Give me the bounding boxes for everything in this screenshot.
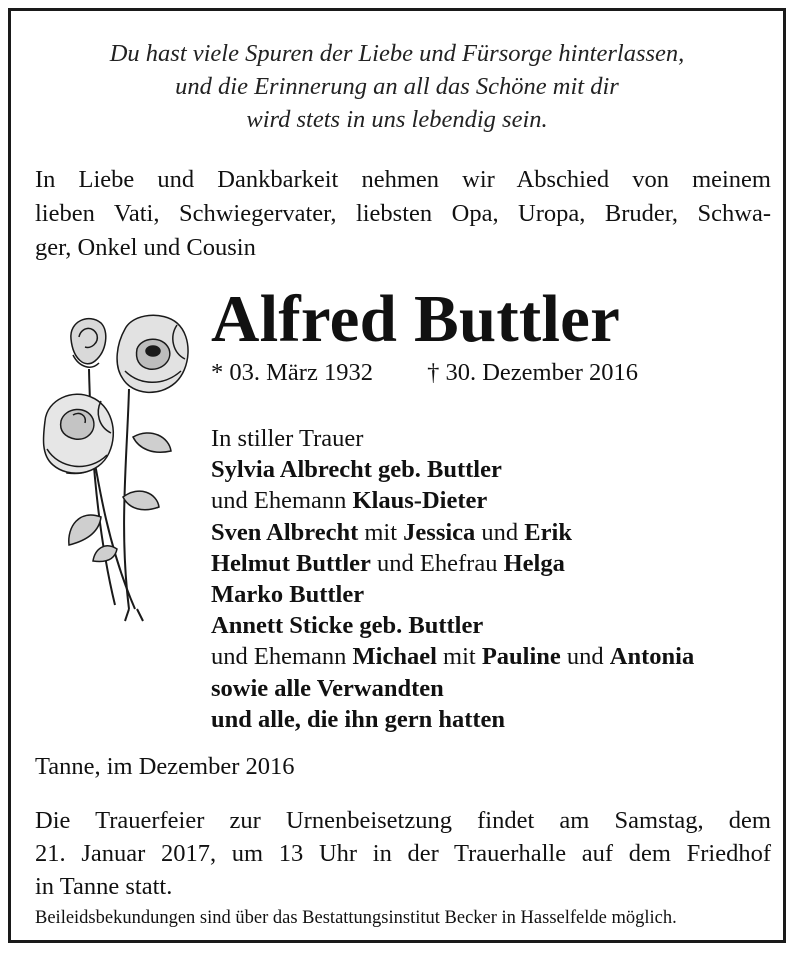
mourner-name: Annett Sticke geb. Buttler <box>211 612 484 640</box>
mourner-line <box>211 673 781 704</box>
mourner-name: Helmut Buttler <box>211 549 371 577</box>
mourner-name: Antonia <box>609 643 695 671</box>
intro-line: ger, Onkel und Cousin <box>35 234 256 261</box>
mourner-name: Marko Buttler <box>211 581 365 609</box>
life-dates <box>211 357 638 389</box>
mourner-line <box>211 610 781 641</box>
funeral-line: in Tanne statt. <box>35 873 173 900</box>
mourner-name: und alle, die ihn gern hatten <box>211 705 506 733</box>
poem-line: Du hast viele Spuren der Liebe und Fürsorge hinterlassen, <box>109 40 685 67</box>
mourner-line <box>211 454 781 485</box>
obituary-frame <box>8 8 786 943</box>
poem <box>11 37 783 136</box>
mourner-line <box>211 517 781 548</box>
mourner-text: und <box>560 643 610 671</box>
deceased-name: Alfred Buttler <box>211 282 621 356</box>
mourner-name: Michael <box>352 643 437 671</box>
mourner-line <box>211 704 781 735</box>
mourner-line <box>211 548 781 579</box>
mourner-text: und Ehemann <box>211 487 353 515</box>
birth-date: * 03. März 1932 <box>211 359 373 386</box>
funeral-line: 21. Januar 2017, um 13 Uhr in der Trauerhalle auf dem Friedhof <box>35 840 771 867</box>
mourner-name: sowie alle Verwandten <box>211 674 444 702</box>
place-date: Tanne, im Dezember 2016 <box>35 753 295 780</box>
poem-line: wird stets in uns lebendig sein. <box>246 106 548 133</box>
mourners-list <box>211 423 781 735</box>
mourner-text: und Ehefrau <box>370 549 504 577</box>
mourner-text: mit <box>358 518 404 546</box>
mourner-text: mit <box>436 643 482 671</box>
funeral-line: Die Trauerfeier zur Urnenbeisetzung findet am Samstag, dem <box>35 807 771 834</box>
intro-text <box>35 163 771 265</box>
death-date: † 30. Dezember 2016 <box>427 359 638 386</box>
mourner-name: Erik <box>524 518 572 546</box>
mourners-heading: In stiller Trauer <box>211 425 364 452</box>
mourner-name: Sylvia Albrecht geb. Buttler <box>211 456 502 484</box>
mourner-name: Klaus-Dieter <box>352 487 488 515</box>
mourner-name: Helga <box>503 549 565 577</box>
funeral-announcement <box>35 804 771 903</box>
mourner-text: und <box>475 518 525 546</box>
mourner-line <box>211 485 781 516</box>
mourner-line <box>211 641 781 672</box>
intro-line: In Liebe und Dankbarkeit nehmen wir Abschied von meinem <box>35 166 771 193</box>
roses-illustration <box>29 309 211 627</box>
poem-line: und die Erinnerung an all das Schöne mit dir <box>175 73 619 100</box>
mourner-text: und Ehemann <box>211 643 353 671</box>
mourner-line <box>211 579 781 610</box>
mourner-name: Sven Albrecht <box>211 518 359 546</box>
mourner-name: Jessica <box>403 518 476 546</box>
intro-line: lieben Vati, Schwiegervater, liebsten Opa, Uropa, Bruder, Schwa- <box>35 200 771 227</box>
mourner-name: Pauline <box>481 643 561 671</box>
condolence-note: Beileidsbekundungen sind über das Bestattungsinstitut Becker in Hasselfelde möglich. <box>35 908 677 928</box>
